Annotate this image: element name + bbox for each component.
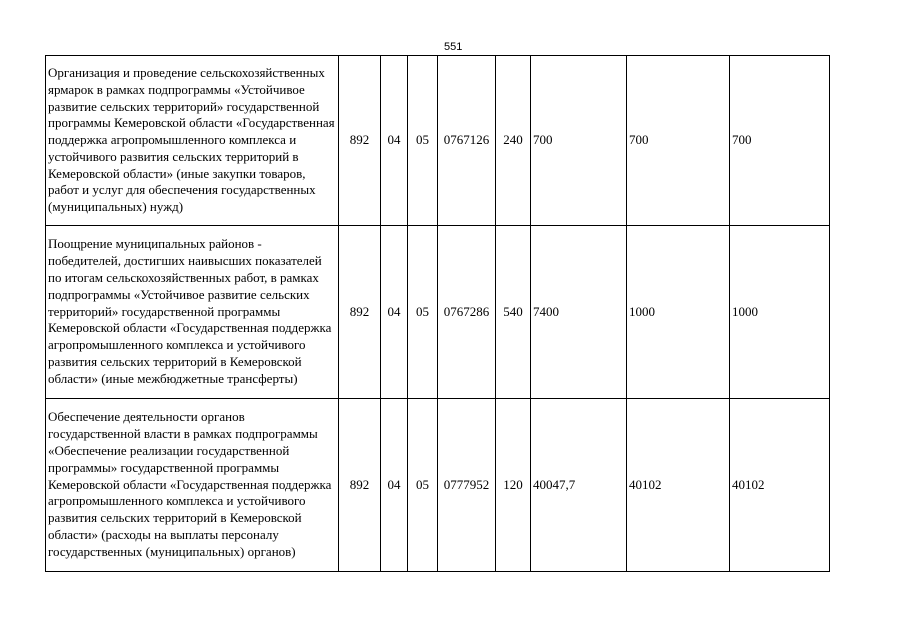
row-description: Обеспечение деятельности органов государственной власти в рамках подпрограммы «Обеспечение реализации государственной программы» государственной программы Кемеровской области «Государственная поддержка агропромышленного комплекса и устойчивого развития сельских территорий в Кемеровской области» (расходы на выплаты персоналу государственных (муниципальных) органов) [46,399,339,572]
table-row [46,399,830,572]
amount-2: 700 [627,56,730,226]
amount-2: 40102 [627,399,730,572]
budget-table [45,55,830,572]
page-number: 551 [444,41,463,53]
ministry-code: 892 [339,56,381,226]
target-article-code: 0767126 [438,56,496,226]
amount-1: 7400 [531,226,627,399]
subsection-code: 05 [408,56,438,226]
amount-1: 700 [531,56,627,226]
amount-3: 700 [730,56,830,226]
ministry-code: 892 [339,399,381,572]
table-row [46,56,830,226]
amount-3: 1000 [730,226,830,399]
row-description: Организация и проведение сельскохозяйственных ярмарок в рамках подпрограммы «Устойчивое развитие сельских территорий» государственной программы Кемеровской области «Государственная поддержка агропромышленного комплекса и устойчивого развития сельских территорий в Кемеровской области» (иные закупки товаров, работ и услуг для обеспечения государственных (муниципальных) нужд) [46,56,339,226]
expense-type-code: 120 [496,399,531,572]
amount-2: 1000 [627,226,730,399]
target-article-code: 0777952 [438,399,496,572]
expense-type-code: 240 [496,56,531,226]
amount-1: 40047,7 [531,399,627,572]
section-code: 04 [381,226,408,399]
target-article-code: 0767286 [438,226,496,399]
section-code: 04 [381,56,408,226]
ministry-code: 892 [339,226,381,399]
subsection-code: 05 [408,226,438,399]
row-description: Поощрение муниципальных районов - победителей, достигших наивысших показателей по итогам сельскохозяйственных работ, в рамках подпрограммы «Устойчивое развитие сельских территорий» государственной программы Кемеровской области «Государственная поддержка агропромышленного комплекса и устойчивого развития сельских территорий в Кемеровской области» (иные межбюджетные трансферты) [46,226,339,399]
amount-3: 40102 [730,399,830,572]
table-row [46,226,830,399]
subsection-code: 05 [408,399,438,572]
expense-type-code: 540 [496,226,531,399]
section-code: 04 [381,399,408,572]
